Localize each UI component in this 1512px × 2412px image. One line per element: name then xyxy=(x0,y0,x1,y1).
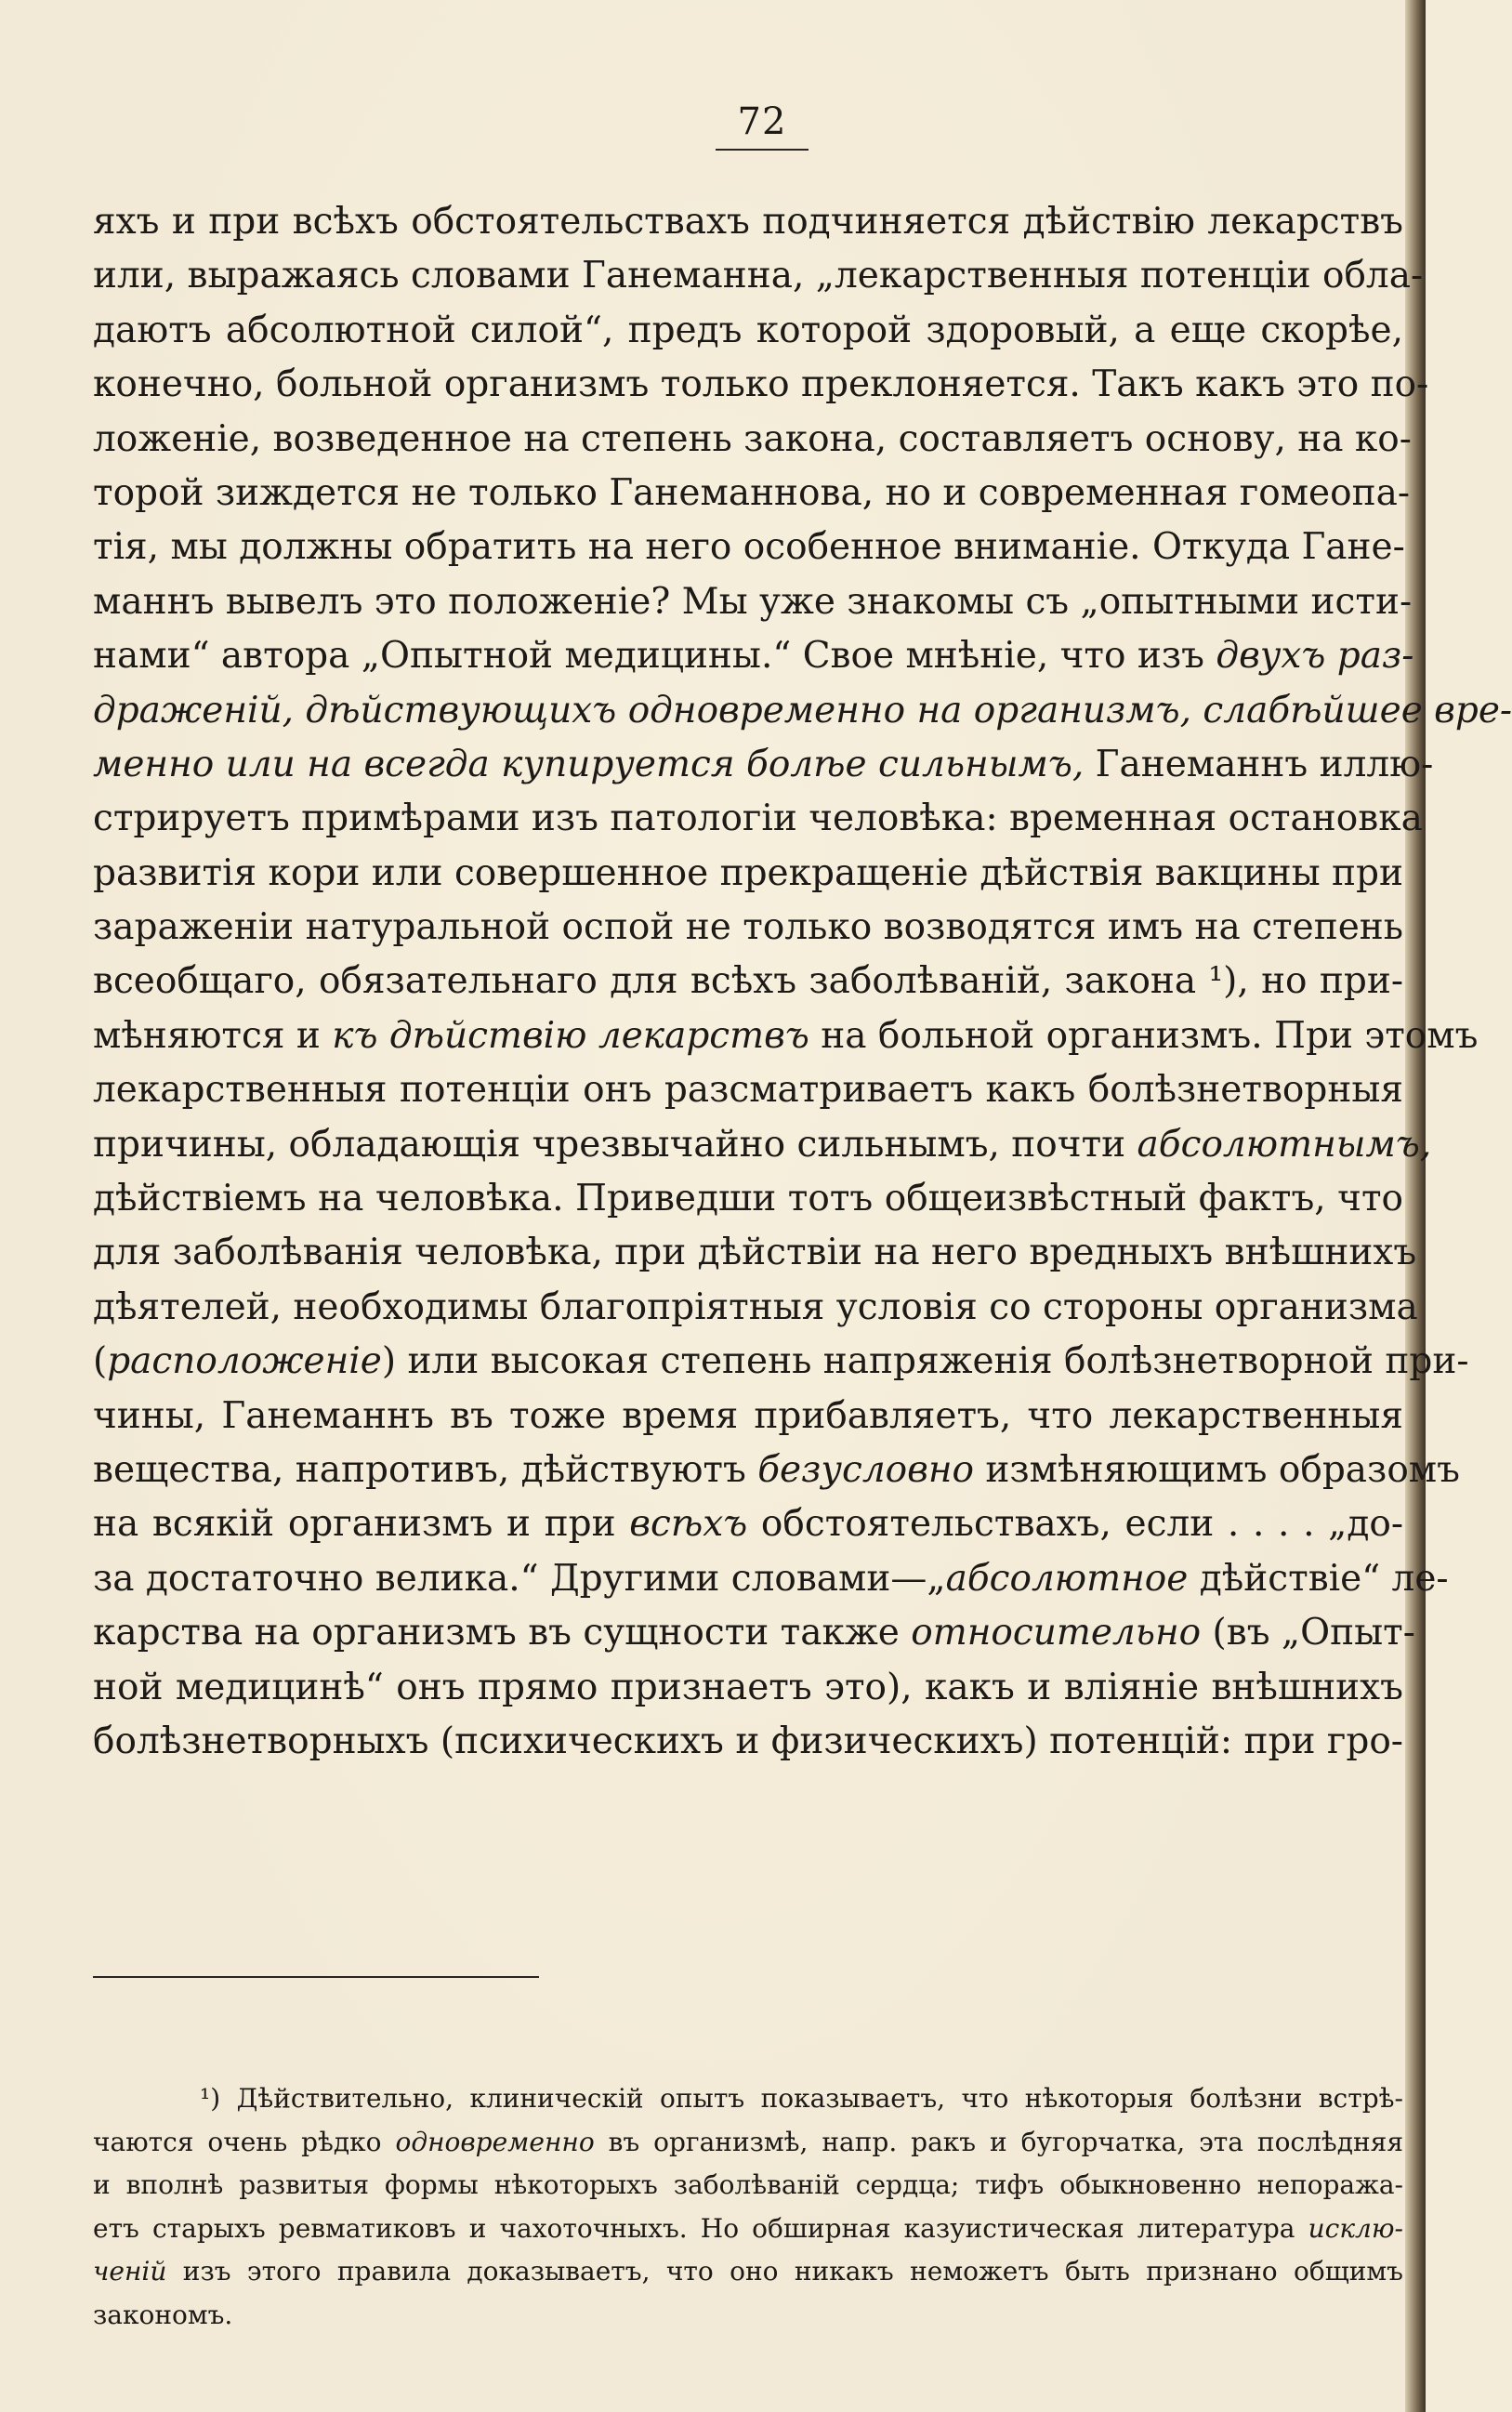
body-line xyxy=(93,1497,1403,1551)
body-line xyxy=(93,1172,1403,1226)
text-run: и вполнѣ развитыя формы нѣкоторыхъ заболѣваній сердца; тифъ обыкновенно непоража- xyxy=(93,2169,1403,2200)
text-run: обстоятельствахъ, если . . . . „до- xyxy=(747,1503,1403,1546)
body-line xyxy=(93,358,1429,412)
text-run: изъ этого правила доказываетъ, что оно никакъ неможетъ быть признано общимъ xyxy=(166,2256,1403,2287)
body-line xyxy=(93,1552,1449,1606)
italic-text: драженій, дѣйствующихъ одновременно на организмъ, слабѣйшее вре- xyxy=(93,689,1512,732)
body-line xyxy=(93,629,1414,683)
page-number-underline xyxy=(716,149,809,151)
italic-text: расположеніе xyxy=(107,1340,382,1383)
italic-text: къ дѣйствію лекарствъ xyxy=(332,1014,809,1057)
body-line xyxy=(93,195,1403,249)
body-line xyxy=(93,304,1403,358)
page-binding-edge xyxy=(1405,0,1426,2412)
text-run: или, выражаясь словами Ганеманна, „лекарственныя потенціи обла- xyxy=(93,255,1424,297)
text-run: Ганеманнъ иллю- xyxy=(1084,743,1434,785)
body-line xyxy=(93,1335,1469,1389)
footnote-line xyxy=(93,2077,1403,2121)
footnote-line xyxy=(93,2250,1403,2294)
body-line xyxy=(93,1118,1432,1172)
text-run: тія, мы должны обратить на него особенное вниманіе. Откуда Гане- xyxy=(93,526,1405,569)
footnote-block xyxy=(93,2077,1403,2337)
text-run: за достаточно велика.“ Другими словами—„ xyxy=(93,1557,946,1600)
text-run: даютъ абсолютной силой“, предъ которой здоровый, а еще скорѣе, xyxy=(93,309,1403,351)
text-run: чины, Ганеманнъ въ тоже время прибавляетъ, что лекарственныя xyxy=(93,1394,1403,1437)
text-run: ¹) Дѣйствительно, клиническій опытъ показываетъ, что нѣкоторыя болѣзни встрѣ- xyxy=(200,2083,1403,2114)
text-run: торой зиждется не только Ганеманнова, но и современная гомеопа- xyxy=(93,471,1411,514)
text-run: мѣняются и xyxy=(93,1014,333,1057)
body-line xyxy=(93,1226,1417,1280)
italic-text: двухъ раз- xyxy=(1216,635,1414,678)
italic-text: абсолютное xyxy=(945,1557,1189,1600)
body-line xyxy=(93,955,1403,1008)
footnote-line xyxy=(93,2294,1403,2338)
text-run: на всякій организмъ и при xyxy=(93,1503,630,1546)
text-run: ной медицинѣ“ онъ прямо признаетъ это), какъ и вліяніе внѣшнихъ xyxy=(93,1666,1403,1708)
text-run: ( xyxy=(93,1340,108,1383)
body-line xyxy=(93,1281,1418,1335)
text-run: яхъ и при всѣхъ обстоятельствахъ подчиняется дѣйствію лекарствъ xyxy=(93,201,1403,243)
text-run: карства на организмъ въ сущности также xyxy=(93,1612,912,1654)
italic-text: безусловно xyxy=(757,1448,975,1491)
body-line xyxy=(93,1606,1415,1660)
text-run: зараженіи натуральной оспой не только возводятся имъ на степень xyxy=(93,906,1403,949)
text-run: на больной организмъ. При этомъ xyxy=(809,1014,1479,1057)
body-line xyxy=(93,738,1434,792)
italic-text: одновременно xyxy=(395,2126,595,2157)
body-line xyxy=(93,1009,1479,1063)
body-line xyxy=(93,901,1403,955)
text-run: ложеніе, возведенное на степень закона, составляетъ основу, на ко- xyxy=(93,417,1412,460)
text-run: ) или высокая степень напряженія болѣзнетворной при- xyxy=(381,1340,1469,1383)
body-text xyxy=(93,195,1512,1769)
body-line xyxy=(93,1390,1403,1443)
body-line xyxy=(93,792,1423,846)
footnote-line xyxy=(93,2121,1403,2165)
page-number: 72 xyxy=(737,100,787,143)
text-run: лекарственныя потенціи онъ разсматриваетъ какъ болѣзнетворныя xyxy=(93,1069,1403,1112)
body-line xyxy=(93,1443,1460,1497)
italic-text: всѣхъ xyxy=(629,1503,748,1546)
body-line xyxy=(93,467,1411,521)
body-line xyxy=(93,575,1413,629)
text-run: для заболѣванія человѣка, при дѣйствіи на него вредныхъ внѣшнихъ xyxy=(93,1232,1417,1274)
text-run: стрируетъ примѣрами изъ патологіи человѣка: временная остановка xyxy=(93,797,1423,840)
text-run: конечно, больной организмъ только преклоняется. Такъ какъ это по- xyxy=(93,363,1429,406)
body-line xyxy=(93,249,1424,303)
text-run: дѣйствіемъ на человѣка. Приведши тотъ общеизвѣстный фактъ, что xyxy=(93,1178,1403,1220)
body-line xyxy=(93,684,1512,738)
text-run: нами“ автора „Опытной медицины.“ Свое мнѣніе, что изъ xyxy=(93,635,1216,678)
italic-text: абсолютнымъ, xyxy=(1137,1123,1432,1166)
text-run: дѣйствіе“ ле- xyxy=(1188,1557,1449,1600)
footnote-separator xyxy=(93,1976,539,1978)
text-run: развитія кори или совершенное прекращеніе дѣйствія вакцины при xyxy=(93,851,1403,894)
body-line xyxy=(93,413,1412,467)
italic-text: относительно xyxy=(911,1612,1202,1654)
body-line xyxy=(93,847,1403,901)
text-run: всеобщаго, обязательнаго для всѣхъ заболѣваній, закона ¹), но при- xyxy=(93,960,1403,1003)
text-run: въ организмѣ, напр. ракъ и бугорчатка, эта послѣдняя xyxy=(594,2126,1404,2157)
footnote-line xyxy=(93,2208,1403,2251)
text-run: закономъ. xyxy=(93,2299,233,2330)
text-run: маннъ вывелъ это положеніе? Мы уже знакомы съ „опытными исти- xyxy=(93,580,1413,623)
text-run: причины, обладающія чрезвычайно сильнымъ, почти xyxy=(93,1123,1137,1166)
italic-text: ченій xyxy=(93,2256,167,2287)
text-run: дѣятелей, необходимы благопріятныя условія со стороны организма xyxy=(93,1285,1418,1328)
text-run: измѣняющимъ образомъ xyxy=(974,1448,1460,1491)
italic-text: исклю- xyxy=(1308,2212,1403,2244)
text-run: вещества, напротивъ, дѣйствуютъ xyxy=(93,1448,758,1491)
footnote-line xyxy=(93,2164,1403,2208)
body-line xyxy=(93,1063,1403,1117)
body-line xyxy=(93,1715,1403,1769)
text-run: (въ „Опыт- xyxy=(1201,1612,1415,1654)
italic-text: менно или на всегда купируется болѣе сильнымъ, xyxy=(93,743,1085,785)
text-run: чаются очень рѣдко xyxy=(93,2126,396,2157)
text-run: болѣзнетворныхъ (психическихъ и физическихъ) потенцій: при гро- xyxy=(93,1720,1403,1762)
body-line xyxy=(93,521,1403,574)
body-line xyxy=(93,1661,1403,1715)
text-run: етъ старыхъ ревматиковъ и чахоточныхъ. Но обширная казуистическая литература xyxy=(93,2212,1308,2244)
